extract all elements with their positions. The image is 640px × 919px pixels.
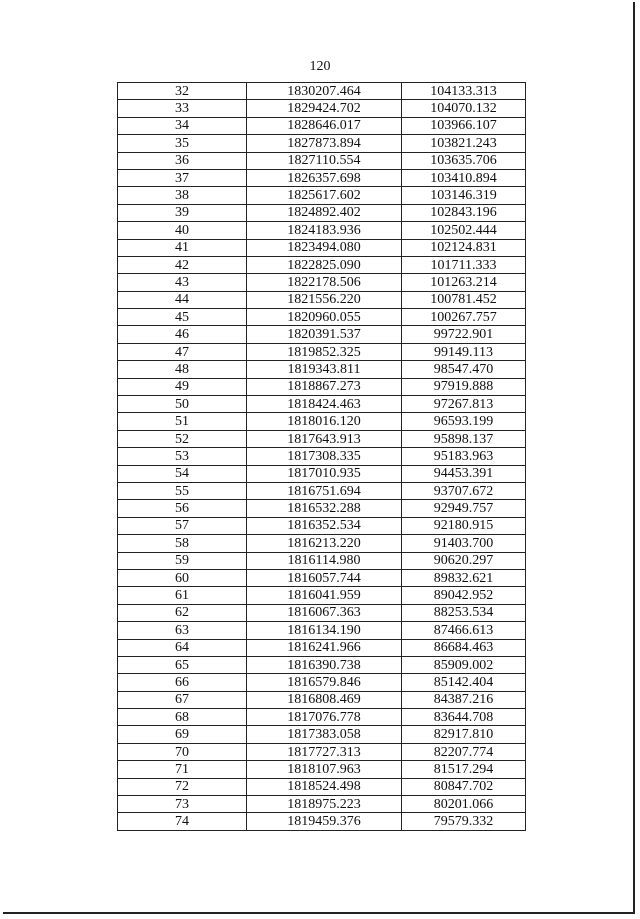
- point-number-cell: 68: [118, 709, 247, 726]
- table-row: [118, 430, 526, 447]
- y-coordinate-cell: 95183.963: [402, 448, 526, 465]
- x-coordinate-cell: 1818975.223: [247, 796, 402, 813]
- x-coordinate-cell: 1816134.190: [247, 622, 402, 639]
- point-number-cell: 46: [118, 326, 247, 343]
- y-coordinate-cell: 82207.774: [402, 743, 526, 760]
- table-row: [118, 169, 526, 186]
- point-number-cell: 40: [118, 222, 247, 239]
- x-coordinate-cell: 1817727.313: [247, 743, 402, 760]
- x-coordinate-cell: 1816213.220: [247, 535, 402, 552]
- y-coordinate-cell: 90620.297: [402, 552, 526, 569]
- y-coordinate-cell: 96593.199: [402, 413, 526, 430]
- x-coordinate-cell: 1817383.058: [247, 726, 402, 743]
- point-number-cell: 52: [118, 430, 247, 447]
- table-row: [118, 656, 526, 673]
- point-number-cell: 42: [118, 256, 247, 273]
- x-coordinate-cell: 1825617.602: [247, 187, 402, 204]
- y-coordinate-cell: 97267.813: [402, 396, 526, 413]
- table-row: [118, 622, 526, 639]
- table-row: [118, 465, 526, 482]
- table-row: [118, 343, 526, 360]
- point-number-cell: 64: [118, 639, 247, 656]
- point-number-cell: 37: [118, 169, 247, 186]
- table-row: [118, 309, 526, 326]
- point-number-cell: 48: [118, 361, 247, 378]
- point-number-cell: 35: [118, 135, 247, 152]
- x-coordinate-cell: 1823494.080: [247, 239, 402, 256]
- y-coordinate-cell: 99149.113: [402, 343, 526, 360]
- y-coordinate-cell: 103146.319: [402, 187, 526, 204]
- y-coordinate-cell: 102124.831: [402, 239, 526, 256]
- x-coordinate-cell: 1816067.363: [247, 604, 402, 621]
- point-number-cell: 66: [118, 674, 247, 691]
- table-row: [118, 256, 526, 273]
- y-coordinate-cell: 85909.002: [402, 656, 526, 673]
- x-coordinate-cell: 1818107.963: [247, 761, 402, 778]
- table-row: [118, 187, 526, 204]
- table-row: [118, 222, 526, 239]
- table-row: [118, 100, 526, 117]
- x-coordinate-cell: 1817010.935: [247, 465, 402, 482]
- table-row: [118, 239, 526, 256]
- x-coordinate-cell: 1819459.376: [247, 813, 402, 830]
- x-coordinate-cell: 1817308.335: [247, 448, 402, 465]
- x-coordinate-cell: 1816041.959: [247, 587, 402, 604]
- x-coordinate-cell: 1816808.469: [247, 691, 402, 708]
- y-coordinate-cell: 92180.915: [402, 517, 526, 534]
- point-number-cell: 50: [118, 396, 247, 413]
- y-coordinate-cell: 94453.391: [402, 465, 526, 482]
- x-coordinate-cell: 1817076.778: [247, 709, 402, 726]
- y-coordinate-cell: 93707.672: [402, 482, 526, 499]
- y-coordinate-cell: 79579.332: [402, 813, 526, 830]
- x-coordinate-cell: 1829424.702: [247, 100, 402, 117]
- x-coordinate-cell: 1827110.554: [247, 152, 402, 169]
- y-coordinate-cell: 86684.463: [402, 639, 526, 656]
- table-row: [118, 448, 526, 465]
- y-coordinate-cell: 95898.137: [402, 430, 526, 447]
- table-row: [118, 604, 526, 621]
- x-coordinate-cell: 1820391.537: [247, 326, 402, 343]
- point-number-cell: 72: [118, 778, 247, 795]
- point-number-cell: 62: [118, 604, 247, 621]
- y-coordinate-cell: 99722.901: [402, 326, 526, 343]
- x-coordinate-cell: 1816579.846: [247, 674, 402, 691]
- point-number-cell: 53: [118, 448, 247, 465]
- point-number-cell: 38: [118, 187, 247, 204]
- y-coordinate-cell: 102843.196: [402, 204, 526, 221]
- point-number-cell: 61: [118, 587, 247, 604]
- table-row: [118, 396, 526, 413]
- y-coordinate-cell: 89832.621: [402, 569, 526, 586]
- table-row: [118, 83, 526, 100]
- point-number-cell: 47: [118, 343, 247, 360]
- x-coordinate-cell: 1816057.744: [247, 569, 402, 586]
- x-coordinate-cell: 1822178.506: [247, 274, 402, 291]
- x-coordinate-cell: 1826357.698: [247, 169, 402, 186]
- y-coordinate-cell: 87466.613: [402, 622, 526, 639]
- y-coordinate-cell: 97919.888: [402, 378, 526, 395]
- y-coordinate-cell: 81517.294: [402, 761, 526, 778]
- x-coordinate-cell: 1827873.894: [247, 135, 402, 152]
- y-coordinate-cell: 98547.470: [402, 361, 526, 378]
- y-coordinate-cell: 100781.452: [402, 291, 526, 308]
- table-row: [118, 535, 526, 552]
- table-row: [118, 326, 526, 343]
- x-coordinate-cell: 1828646.017: [247, 117, 402, 134]
- x-coordinate-cell: 1830207.464: [247, 83, 402, 100]
- point-number-cell: 34: [118, 117, 247, 134]
- point-number-cell: 36: [118, 152, 247, 169]
- page-number: 120: [309, 59, 331, 74]
- x-coordinate-cell: 1816390.738: [247, 656, 402, 673]
- point-number-cell: 57: [118, 517, 247, 534]
- y-coordinate-cell: 85142.404: [402, 674, 526, 691]
- point-number-cell: 70: [118, 743, 247, 760]
- point-number-cell: 71: [118, 761, 247, 778]
- point-number-cell: 49: [118, 378, 247, 395]
- y-coordinate-cell: 80847.702: [402, 778, 526, 795]
- y-coordinate-cell: 103410.894: [402, 169, 526, 186]
- point-number-cell: 67: [118, 691, 247, 708]
- point-number-cell: 60: [118, 569, 247, 586]
- table-row: [118, 709, 526, 726]
- x-coordinate-cell: 1819852.325: [247, 343, 402, 360]
- x-coordinate-cell: 1816751.694: [247, 482, 402, 499]
- point-number-cell: 74: [118, 813, 247, 830]
- y-coordinate-cell: 80201.066: [402, 796, 526, 813]
- y-coordinate-cell: 100267.757: [402, 309, 526, 326]
- table-row: [118, 743, 526, 760]
- table-row: [118, 361, 526, 378]
- table-row: [118, 569, 526, 586]
- table-row: [118, 691, 526, 708]
- point-number-cell: 63: [118, 622, 247, 639]
- table-row: [118, 796, 526, 813]
- y-coordinate-cell: 101711.333: [402, 256, 526, 273]
- x-coordinate-cell: 1816241.966: [247, 639, 402, 656]
- x-coordinate-cell: 1816352.534: [247, 517, 402, 534]
- point-number-cell: 43: [118, 274, 247, 291]
- point-number-cell: 69: [118, 726, 247, 743]
- point-number-cell: 73: [118, 796, 247, 813]
- table-row: [118, 517, 526, 534]
- coordinate-table: [117, 82, 526, 831]
- y-coordinate-cell: 103966.107: [402, 117, 526, 134]
- x-coordinate-cell: 1822825.090: [247, 256, 402, 273]
- table-row: [118, 674, 526, 691]
- y-coordinate-cell: 84387.216: [402, 691, 526, 708]
- point-number-cell: 39: [118, 204, 247, 221]
- x-coordinate-cell: 1820960.055: [247, 309, 402, 326]
- point-number-cell: 55: [118, 482, 247, 499]
- point-number-cell: 44: [118, 291, 247, 308]
- y-coordinate-cell: 103635.706: [402, 152, 526, 169]
- point-number-cell: 59: [118, 552, 247, 569]
- y-coordinate-cell: 102502.444: [402, 222, 526, 239]
- table-row: [118, 552, 526, 569]
- table-row: [118, 500, 526, 517]
- point-number-cell: 45: [118, 309, 247, 326]
- y-coordinate-cell: 104133.313: [402, 83, 526, 100]
- table-row: [118, 135, 526, 152]
- table-row: [118, 726, 526, 743]
- x-coordinate-cell: 1816114.980: [247, 552, 402, 569]
- y-coordinate-cell: 103821.243: [402, 135, 526, 152]
- table-row: [118, 378, 526, 395]
- table-row: [118, 813, 526, 830]
- x-coordinate-cell: 1818424.463: [247, 396, 402, 413]
- x-coordinate-cell: 1819343.811: [247, 361, 402, 378]
- table-row: [118, 413, 526, 430]
- x-coordinate-cell: 1824892.402: [247, 204, 402, 221]
- point-number-cell: 54: [118, 465, 247, 482]
- y-coordinate-cell: 92949.757: [402, 500, 526, 517]
- x-coordinate-cell: 1817643.913: [247, 430, 402, 447]
- coordinate-table-body: [118, 83, 526, 831]
- y-coordinate-cell: 82917.810: [402, 726, 526, 743]
- table-row: [118, 482, 526, 499]
- table-row: [118, 761, 526, 778]
- table-row: [118, 639, 526, 656]
- point-number-cell: 41: [118, 239, 247, 256]
- x-coordinate-cell: 1816532.288: [247, 500, 402, 517]
- table-row: [118, 291, 526, 308]
- y-coordinate-cell: 89042.952: [402, 587, 526, 604]
- point-number-cell: 33: [118, 100, 247, 117]
- y-coordinate-cell: 104070.132: [402, 100, 526, 117]
- table-row: [118, 274, 526, 291]
- x-coordinate-cell: 1824183.936: [247, 222, 402, 239]
- point-number-cell: 65: [118, 656, 247, 673]
- x-coordinate-cell: 1818524.498: [247, 778, 402, 795]
- point-number-cell: 32: [118, 83, 247, 100]
- table-row: [118, 204, 526, 221]
- table-row: [118, 117, 526, 134]
- point-number-cell: 58: [118, 535, 247, 552]
- y-coordinate-cell: 83644.708: [402, 709, 526, 726]
- y-coordinate-cell: 88253.534: [402, 604, 526, 621]
- table-row: [118, 587, 526, 604]
- table-row: [118, 778, 526, 795]
- y-coordinate-cell: 91403.700: [402, 535, 526, 552]
- point-number-cell: 56: [118, 500, 247, 517]
- x-coordinate-cell: 1818867.273: [247, 378, 402, 395]
- y-coordinate-cell: 101263.214: [402, 274, 526, 291]
- point-number-cell: 51: [118, 413, 247, 430]
- table-row: [118, 152, 526, 169]
- x-coordinate-cell: 1821556.220: [247, 291, 402, 308]
- x-coordinate-cell: 1818016.120: [247, 413, 402, 430]
